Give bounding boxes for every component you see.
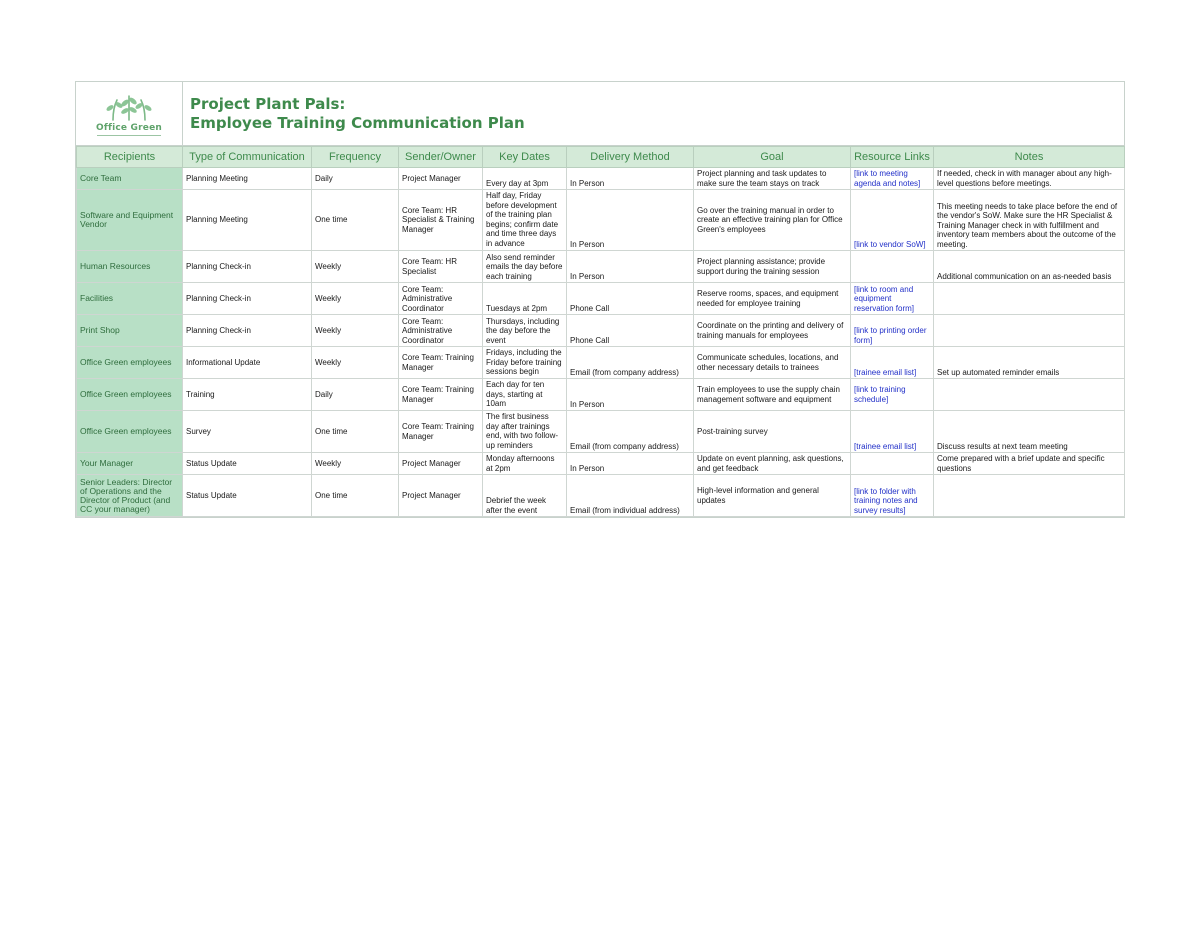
cell-key-dates: Also send reminder emails the day before each training	[483, 251, 567, 283]
cell-goal: Communicate schedules, locations, and other necessary details to trainees	[694, 347, 851, 379]
cell-goal: Coordinate on the printing and delivery of training manuals for employees	[694, 315, 851, 347]
cell-delivery: Phone Call	[567, 283, 694, 315]
cell-sender: Core Team: Administrative Coordinator	[399, 315, 483, 347]
cell-resource-link[interactable]: [link to vendor SoW]	[851, 190, 934, 251]
cell-recipients: Human Resources	[77, 251, 183, 283]
column-header-goal: Goal	[694, 147, 851, 168]
cell-key-dates: Thursdays, including the day before the event	[483, 315, 567, 347]
cell-type: Planning Check-in	[183, 315, 312, 347]
cell-key-dates: Each day for ten days, starting at 10am	[483, 379, 567, 411]
cell-recipients: Office Green employees	[77, 347, 183, 379]
cell-key-dates: Tuesdays at 2pm	[483, 283, 567, 315]
cell-type: Informational Update	[183, 347, 312, 379]
cell-resource-link[interactable]: [link to folder with training notes and survey results]	[851, 475, 934, 517]
cell-recipients: Print Shop	[77, 315, 183, 347]
title-cell	[183, 82, 1124, 145]
table-row	[77, 453, 1125, 475]
cell-goal: Go over the training manual in order to create an effective training plan for Office Green's employees	[694, 190, 851, 251]
cell-delivery: In Person	[567, 379, 694, 411]
table-row	[77, 347, 1125, 379]
cell-resource-link[interactable]: [trainee email list]	[851, 411, 934, 453]
cell-type: Status Update	[183, 453, 312, 475]
column-header-notes: Notes	[934, 147, 1125, 168]
cell-frequency: Weekly	[312, 347, 399, 379]
cell-resource-link[interactable]: [link to printing order form]	[851, 315, 934, 347]
column-header-recipients: Recipients	[77, 147, 183, 168]
cell-type: Planning Meeting	[183, 190, 312, 251]
cell-notes: Discuss results at next team meeting	[934, 411, 1125, 453]
plant-leaves-icon	[103, 92, 155, 122]
logo-underline	[97, 135, 161, 136]
cell-frequency: One time	[312, 411, 399, 453]
cell-type: Status Update	[183, 475, 312, 517]
cell-sender: Project Manager	[399, 475, 483, 517]
cell-delivery: Email (from company address)	[567, 347, 694, 379]
cell-delivery: In Person	[567, 251, 694, 283]
table-row	[77, 315, 1125, 347]
cell-resource-link[interactable]: [link to meeting agenda and notes]	[851, 168, 934, 190]
cell-type: Training	[183, 379, 312, 411]
cell-goal: High-level information and general updates	[694, 475, 851, 517]
cell-key-dates: Debrief the week after the event	[483, 475, 567, 517]
cell-delivery: In Person	[567, 190, 694, 251]
table-row	[77, 283, 1125, 315]
cell-sender: Core Team: Training Manager	[399, 411, 483, 453]
column-header-delivery: Delivery Method	[567, 147, 694, 168]
table-row	[77, 475, 1125, 517]
cell-resource-link[interactable]: [trainee email list]	[851, 347, 934, 379]
cell-resource-link[interactable]: [link to room and equipment reservation form]	[851, 283, 934, 315]
cell-frequency: Weekly	[312, 251, 399, 283]
cell-frequency: Weekly	[312, 315, 399, 347]
title-block	[76, 82, 1124, 146]
cell-resource-link[interactable]: [link to training schedule]	[851, 379, 934, 411]
cell-key-dates: Half day, Friday before development of the training plan begins; confirm date and time three days in advance	[483, 190, 567, 251]
cell-goal: Post-training survey	[694, 411, 851, 453]
cell-type: Planning Check-in	[183, 251, 312, 283]
header-row	[77, 147, 1125, 168]
cell-type: Survey	[183, 411, 312, 453]
cell-frequency: Weekly	[312, 453, 399, 475]
cell-frequency: Daily	[312, 168, 399, 190]
page-subtitle: Employee Training Communication Plan	[190, 113, 525, 132]
cell-frequency: One time	[312, 475, 399, 517]
cell-resource-link[interactable]	[851, 453, 934, 475]
cell-goal: Update on event planning, ask questions, and get feedback	[694, 453, 851, 475]
table-row	[77, 379, 1125, 411]
table-row	[77, 251, 1125, 283]
cell-notes: Additional communication on an as-needed basis	[934, 251, 1125, 283]
cell-key-dates: Fridays, including the Friday before training sessions begin	[483, 347, 567, 379]
table-row	[77, 411, 1125, 453]
cell-sender: Core Team: Administrative Coordinator	[399, 283, 483, 315]
cell-resource-link[interactable]	[851, 251, 934, 283]
cell-sender: Project Manager	[399, 453, 483, 475]
cell-delivery: Phone Call	[567, 315, 694, 347]
cell-recipients: Facilities	[77, 283, 183, 315]
cell-type: Planning Check-in	[183, 283, 312, 315]
table-row	[77, 168, 1125, 190]
column-header-frequency: Frequency	[312, 147, 399, 168]
cell-recipients: Office Green employees	[77, 411, 183, 453]
cell-key-dates: Monday afternoons at 2pm	[483, 453, 567, 475]
cell-recipients: Senior Leaders: Director of Operations and the Director of Product (and CC your manager)	[77, 475, 183, 517]
cell-notes	[934, 475, 1125, 517]
cell-sender: Core Team: HR Specialist & Training Manager	[399, 190, 483, 251]
cell-key-dates: Every day at 3pm	[483, 168, 567, 190]
cell-type: Planning Meeting	[183, 168, 312, 190]
cell-sender: Core Team: Training Manager	[399, 347, 483, 379]
cell-notes	[934, 379, 1125, 411]
cell-notes: Come prepared with a brief update and specific questions	[934, 453, 1125, 475]
column-header-links: Resource Links	[851, 147, 934, 168]
cell-goal: Project planning and task updates to make sure the team stays on track	[694, 168, 851, 190]
cell-sender: Project Manager	[399, 168, 483, 190]
logo	[76, 82, 183, 145]
logo-wordmark: Office Green	[96, 122, 162, 133]
cell-frequency: One time	[312, 190, 399, 251]
cell-sender: Core Team: HR Specialist	[399, 251, 483, 283]
page-title: Project Plant Pals:	[190, 94, 346, 113]
cell-goal: Project planning assistance; provide support during the training session	[694, 251, 851, 283]
cell-notes: Set up automated reminder emails	[934, 347, 1125, 379]
cell-frequency: Daily	[312, 379, 399, 411]
cell-key-dates: The first business day after trainings end, with two follow-up reminders	[483, 411, 567, 453]
cell-delivery: Email (from individual address)	[567, 475, 694, 517]
cell-delivery: Email (from company address)	[567, 411, 694, 453]
cell-notes	[934, 315, 1125, 347]
table-row	[77, 190, 1125, 251]
cell-goal: Train employees to use the supply chain management software and equipment	[694, 379, 851, 411]
cell-delivery: In Person	[567, 453, 694, 475]
communication-plan-sheet	[75, 81, 1125, 518]
communication-table	[76, 146, 1125, 517]
cell-notes: If needed, check in with manager about any high-level questions before meetings.	[934, 168, 1125, 190]
cell-recipients: Your Manager	[77, 453, 183, 475]
cell-notes: This meeting needs to take place before the end of the vendor's SoW. Make sure the HR Specialist & Training Manager check in with fulfillment and inventory team members about the outcome of the meeting.	[934, 190, 1125, 251]
cell-sender: Core Team: Training Manager	[399, 379, 483, 411]
cell-delivery: In Person	[567, 168, 694, 190]
cell-goal: Reserve rooms, spaces, and equipment needed for employee training	[694, 283, 851, 315]
cell-recipients: Office Green employees	[77, 379, 183, 411]
cell-frequency: Weekly	[312, 283, 399, 315]
cell-recipients: Core Team	[77, 168, 183, 190]
cell-notes	[934, 283, 1125, 315]
column-header-type: Type of Communication	[183, 147, 312, 168]
cell-recipients: Software and Equipment Vendor	[77, 190, 183, 251]
column-header-sender: Sender/Owner	[399, 147, 483, 168]
column-header-key-dates: Key Dates	[483, 147, 567, 168]
